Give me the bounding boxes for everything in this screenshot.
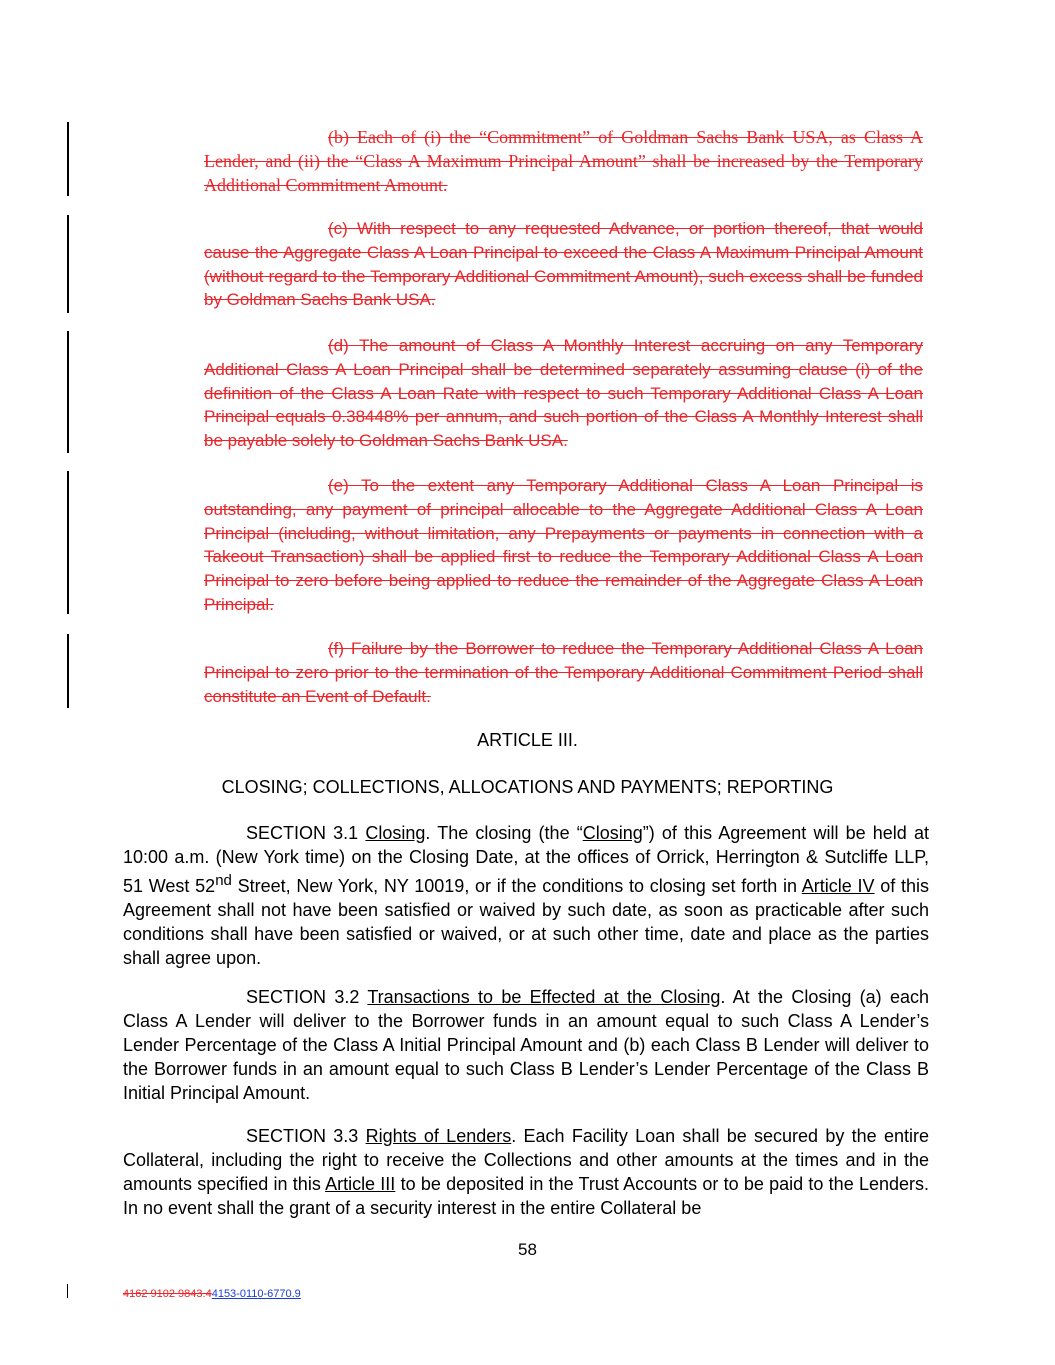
change-bar-d: [67, 331, 69, 453]
section-text: Street, New York, NY 10019, or if the conditions to closing set forth in: [231, 876, 802, 896]
change-bar-e: [67, 471, 69, 614]
paragraph-label: (e): [328, 476, 349, 495]
section-text: . The closing (the “: [425, 823, 583, 843]
paragraph-label: (b): [328, 127, 349, 147]
deleted-paragraph-d: [204, 334, 923, 453]
paragraph-text: With respect to any requested Advance, or portion thereof, that would cause the Aggregate Class A Loan Principal to exceed the Class A Maximum Principal Amount (without regard to the Temporary Additional Commitment Amount), such excess shall be funded by Goldman Sachs Bank USA.: [204, 219, 923, 310]
article-reference: Article IV: [801, 876, 875, 896]
paragraph-label: (c): [328, 219, 348, 238]
deleted-paragraph-c: [204, 217, 923, 312]
section-text: to be deposited in the Trust Accounts or to be paid to the Lenders. In no event shall the grant of a security interest in the entire Collateral be: [123, 1174, 929, 1218]
article-title: CLOSING; COLLECTIONS, ALLOCATIONS AND PAYMENTS; REPORTING: [221, 777, 834, 797]
article-reference: Article III: [325, 1174, 396, 1194]
section-3-3: [123, 1124, 929, 1220]
change-bar-c: [67, 215, 69, 313]
section-number: SECTION 3.2: [246, 987, 360, 1007]
section-text: of this Agreement shall not have been satisfied or waived by such date, as soon as practicable after such conditions shall have been satisfied or waived, or at such other time, date and place as the parties shall agree upon.: [123, 876, 929, 968]
inserted-document-id: 4153-0110-6770.9: [211, 1288, 301, 1300]
document-id-footer: [123, 1288, 301, 1300]
deleted-paragraph-b: [204, 126, 923, 197]
paragraph-text: To the extent any Temporary Additional Class A Loan Principal is outstanding, any payment of principal allocable to the Aggregate Additional Class A Loan Principal (including, without limitation, any Prepayments or payments in connection with a Takeout Transaction) shall be applied first to reduce the Temporary Additional Class A Loan Principal to zero before being applied to reduce the remainder of the Aggregate Class A Loan Principal.: [204, 476, 923, 614]
footer-change-bar: [67, 1284, 68, 1298]
paragraph-label: (f): [328, 639, 345, 658]
ordinal-suffix: nd: [215, 872, 232, 889]
section-heading: Closing: [365, 823, 426, 843]
change-bar-f: [67, 634, 69, 708]
paragraph-label: (d): [328, 336, 349, 355]
paragraph-text: The amount of Class A Monthly Interest accruing on any Temporary Additional Class A Loan Principal shall be determined separately assuming clause (i) of the definition of the Class A Loan Rate with respect to such Temporary Additional Class A Loan Principal equals 0.38448% per annum, and such portion of the Class A Monthly Interest shall be payable solely to Goldman Sachs Bank USA.: [204, 336, 923, 451]
deleted-paragraph-e: [204, 474, 923, 617]
paragraph-text: Each of (i) the “Commitment” of Goldman Sachs Bank USA, as Class A Lender, and (ii) the “Class A Maximum Principal Amount” shall be increased by the Temporary Additional Commitment Amount.: [204, 127, 923, 195]
deleted-document-id: 4162 9102 9843.4: [123, 1288, 212, 1300]
deleted-paragraph-f: [204, 637, 923, 708]
paragraph-text: Failure by the Borrower to reduce the Temporary Additional Class A Loan Principal to zero prior to the termination of the Temporary Additional Commitment Period shall constitute an Event of Default.: [204, 639, 923, 706]
section-3-1: [123, 821, 929, 970]
section-3-2: [123, 985, 929, 1105]
page-number: 58: [518, 1240, 537, 1259]
section-number: SECTION 3.3: [246, 1126, 359, 1146]
defined-term: Closing: [582, 823, 643, 843]
section-heading: Transactions to be Effected at the Closing: [367, 987, 721, 1007]
section-text: ”) of this Agreement will be held at 10:00 a.m. (New York time) on the Closing Date, at the offices of Orrick, Herrington & Sutcliffe LLP, 51 West 52: [123, 823, 929, 896]
change-bar-b: [67, 122, 69, 196]
section-text: . Each Facility Loan shall be secured by the entire Collateral, including the right to receive the Collections and other amounts at the times and in the amounts specified in this: [123, 1126, 929, 1194]
section-text: . At the Closing (a) each Class A Lender will deliver to the Borrower funds in an amount equal to such Class A Lender’s Lender Percentage of the Class A Initial Principal Amount and (b) each Class B Lender will deliver to the Borrower funds in an amount equal to such Class B Lender’s Lender Percentage of the Class B Initial Principal Amount.: [123, 987, 929, 1103]
section-heading: Rights of Lenders: [365, 1126, 512, 1146]
article-number: ARTICLE III.: [477, 730, 578, 750]
section-number: SECTION 3.1: [246, 823, 359, 843]
